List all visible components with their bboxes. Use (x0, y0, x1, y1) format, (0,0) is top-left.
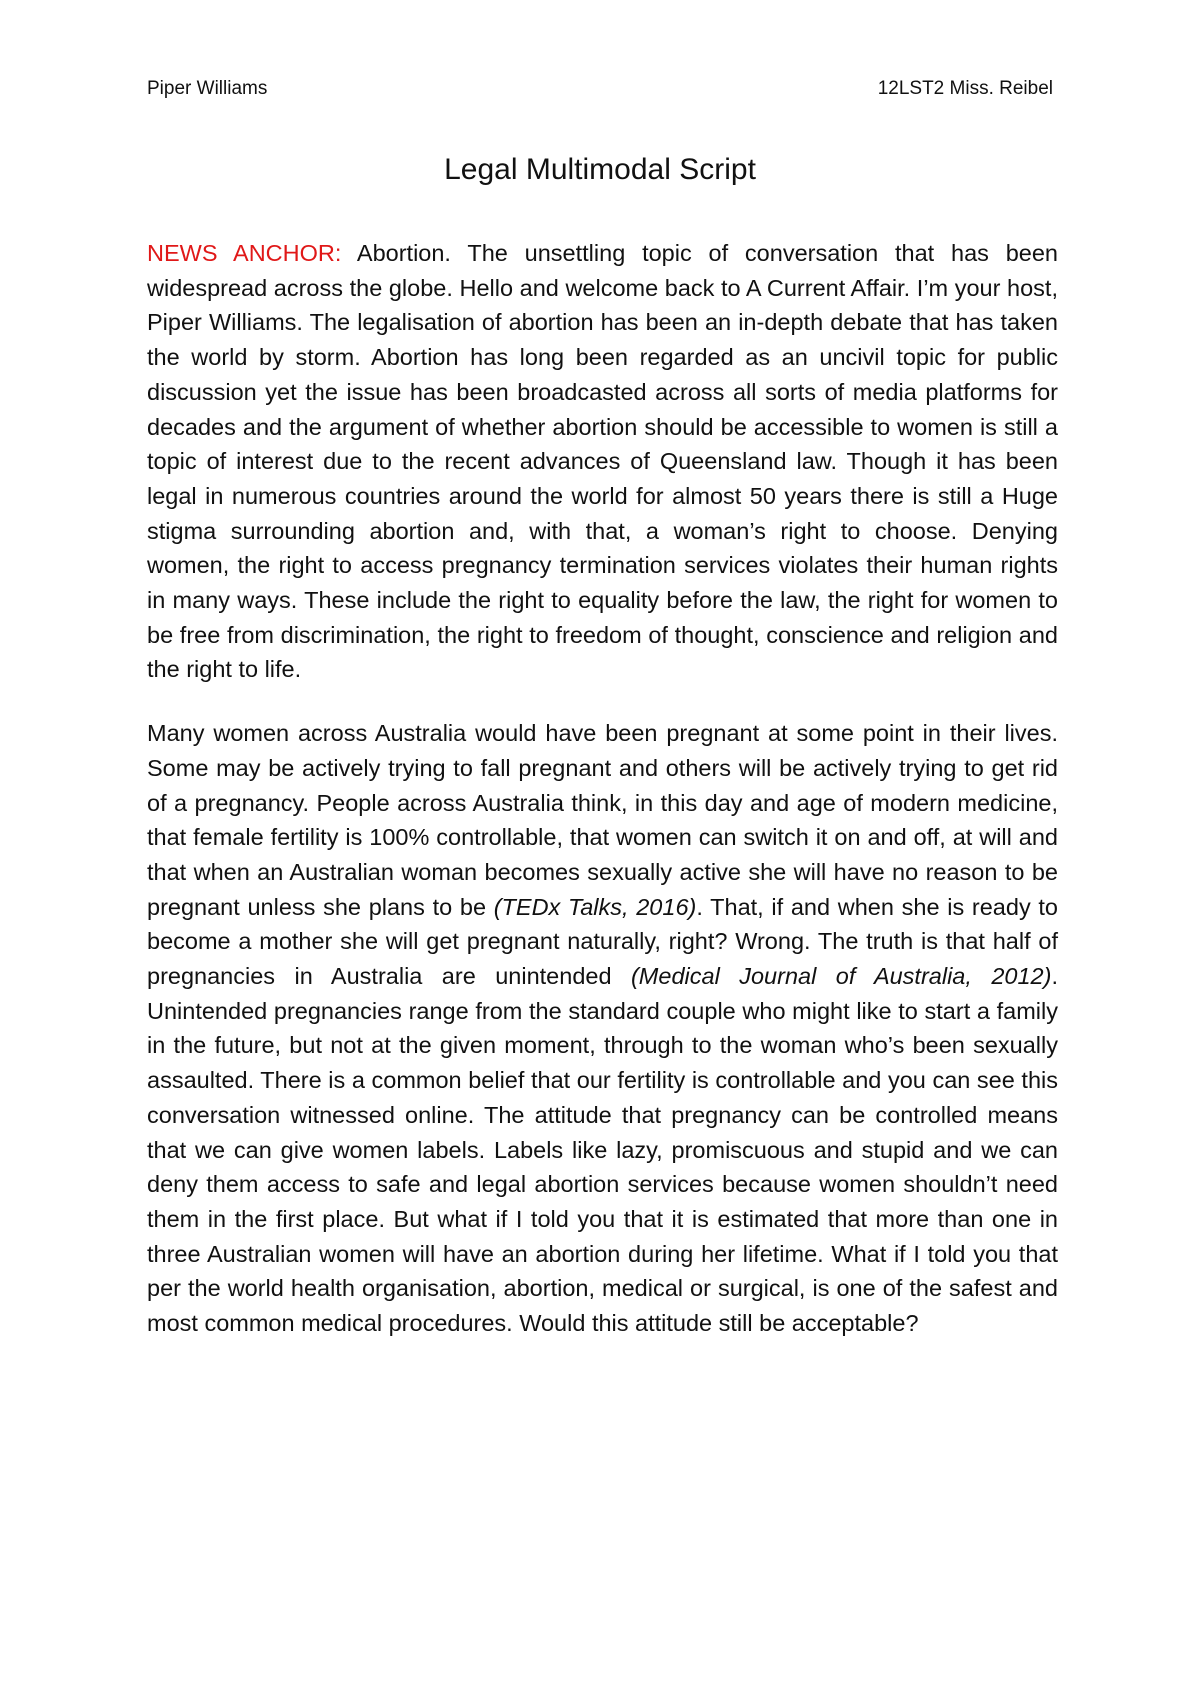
class-teacher-label: 12LST2 Miss. Reibel (877, 78, 1053, 99)
paragraph-2-text-b: . That, if and when she is ready to become a mother she will get pregnant naturally, right? Wrong. The truth is that half of pregnancies in Australia are unintended (147, 893, 1058, 990)
paragraph-2 (147, 716, 1058, 1341)
author-name: Piper Williams (147, 78, 268, 99)
paragraph-1 (147, 236, 1058, 687)
paragraph-1-text: Abortion. The unsettling topic of conversation that has been widespread across the globe. Hello and welcome back to A Current Affair. I’m your host, Piper Williams. The legalisation of abortion has been an in-depth debate that has taken the world by storm. Abortion has long been regarded as an uncivil topic for public discussion yet the issue has been broadcasted across all sorts of media platforms for decades and the argument of whether abortion should be accessible to women is still a topic of interest due to the recent advances of Queensland law. Though it has been legal in numerous countries around the world for almost 50 years there is still a Huge stigma surrounding abortion and, with that, a woman’s right to choose. Denying women, the right to access pregnancy termination services violates their human rights in many ways. These include the right to equality before the law, the right for women to be free from discrimination, the right to freedom of thought, conscience and religion and the right to life. (147, 240, 1058, 683)
citation-mja: (Medical Journal of Australia, 2012) (630, 963, 1052, 990)
paragraph-2-text-a: Many women across Australia would have been pregnant at some point in their lives. Some may be actively trying to fall pregnant and others will be actively trying to get rid of a pregnancy. People across Australia think, in this day and age of modern medicine, that female fertility is 100% controllable, that women can switch it on and off, at will and that when an Australian woman becomes sexually active she will have no reason to be pregnant unless she plans to be (147, 720, 1058, 920)
citation-tedx: (TEDx Talks, 2016) (493, 893, 697, 920)
page-header (147, 74, 1053, 104)
paragraph-2-text-c: . Unintended pregnancies range from the standard couple who might like to start a family in the future, but not at the given moment, through to the woman who’s been sexually assaulted. There is a common belief that our fertility is controllable and you can see this conversation witnessed online. The attitude that pregnancy can be controlled means that we can give women labels. Labels like lazy, promiscuous and stupid and we can deny them access to safe and legal abortion services because women shouldn’t need them in the first place. But what if I told you that it is estimated that more than one in three Australian women will have an abortion during her lifetime. What if I told you that per the world health organisation, abortion, medical or surgical, is one of the safest and most common medical procedures. Would this attitude still be acceptable? (147, 963, 1058, 1337)
speaker-label: NEWS ANCHOR: (147, 240, 342, 266)
document-body (147, 236, 1058, 1370)
document-title: Legal Multimodal Script (444, 153, 756, 186)
